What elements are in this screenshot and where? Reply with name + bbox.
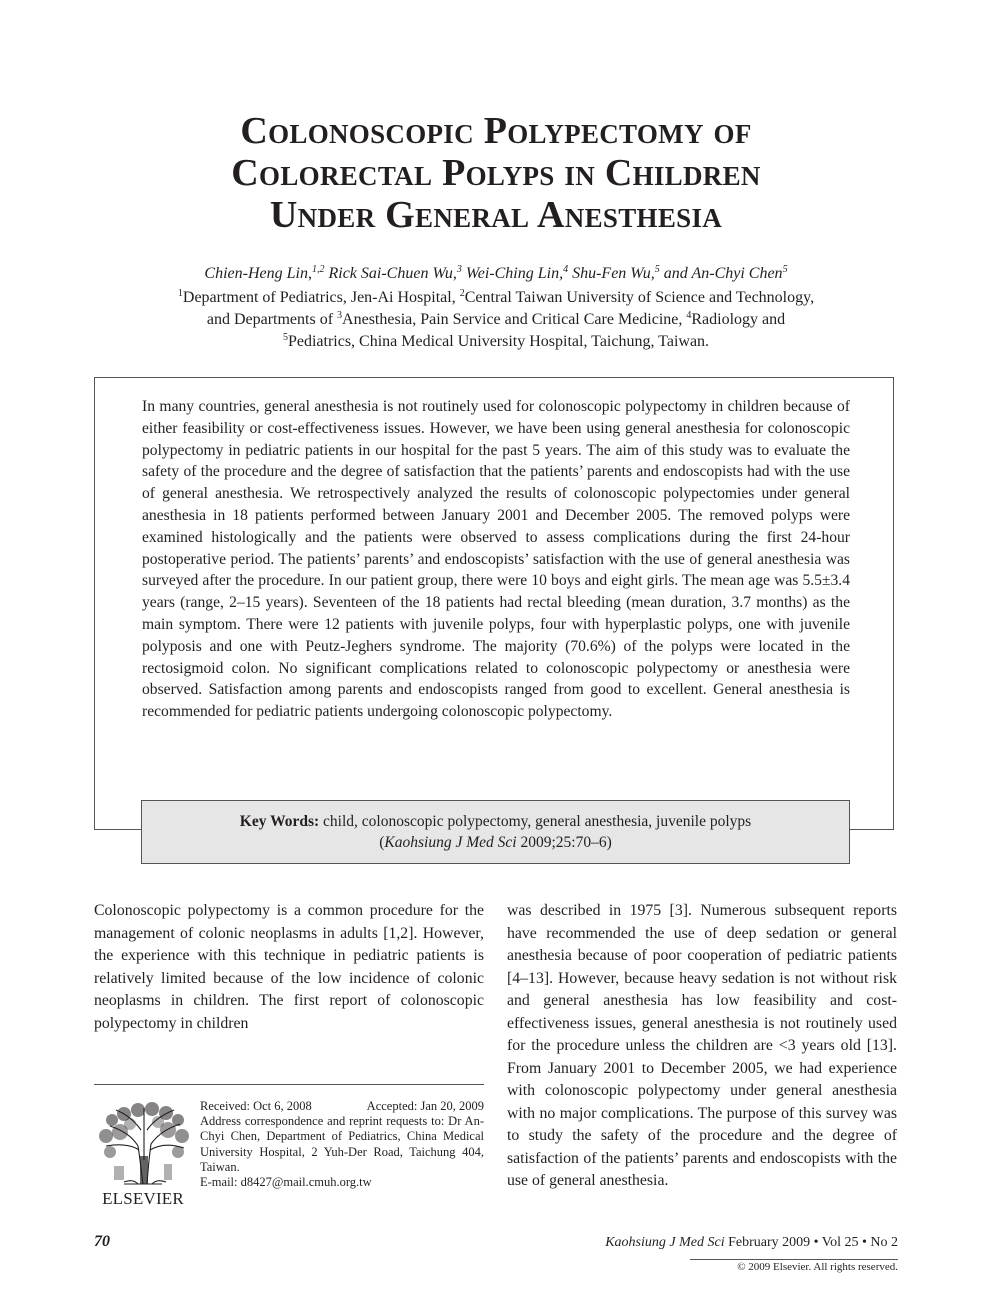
affiliation-line-1	[60, 287, 932, 309]
affil-mark: 4	[686, 310, 692, 321]
affil-mark: 3	[337, 310, 343, 321]
citation-open: (	[379, 834, 385, 851]
journal-footer	[605, 1235, 898, 1251]
article-footnote	[200, 1099, 484, 1190]
correspondence-address: Address correspondence and reprint requests to: Dr An-Chyi Chen, Department of Pediatrics, China Medical University Hospital, 2 Yuh-Der Road, Taichung 404, Taiwan.	[200, 1114, 484, 1174]
title-line-1: Colonoscopic Polypectomy of	[240, 110, 752, 152]
citation-line	[142, 832, 849, 853]
author-affil-mark: 1,2	[311, 264, 325, 275]
footer-divider	[690, 1259, 898, 1260]
affiliation: Central Taiwan University of Science and Technology,	[464, 289, 815, 306]
page-number: 70	[94, 1233, 110, 1250]
keywords-line	[142, 811, 849, 832]
affiliation-line-3	[60, 331, 932, 353]
footnote-divider	[94, 1084, 484, 1085]
affiliation: Pediatrics, China Medical University Hospital, Taichung, Taiwan.	[287, 333, 710, 350]
elsevier-wordmark: ELSEVIER	[102, 1189, 184, 1208]
footnote-dates	[200, 1099, 484, 1114]
keywords-box	[141, 800, 850, 864]
affiliation: Department of Pediatrics, Jen-Ai Hospital,	[182, 289, 460, 306]
author-name: Chien-Heng Lin,	[204, 265, 312, 282]
affil-mark: 1	[177, 288, 183, 299]
keywords-label: Key Words:	[239, 813, 320, 830]
accepted-date: Accepted: Jan 20, 2009	[366, 1099, 484, 1113]
correspondence-email: E-mail: d8427@mail.cmuh.org.tw	[200, 1175, 372, 1190]
author-name: Wei-Ching Lin,	[465, 265, 564, 282]
author-affil-mark: 3	[456, 264, 462, 275]
journal-name: Kaohsiung J Med Sci	[605, 1235, 725, 1250]
author-affil-mark: 5	[654, 264, 660, 275]
author-affil-mark: 4	[563, 264, 569, 275]
affiliation: and Departments of	[206, 311, 338, 328]
citation-rest: 2009;25:70–6)	[516, 834, 612, 851]
author-name: and An-Chyi Chen	[663, 265, 783, 282]
author-list	[60, 263, 932, 285]
affil-mark: 5	[282, 332, 288, 343]
body-left-column: Colonoscopic polypectomy is a common procedure for the management of colonic neoplasms in adults [1,2]. However, the experience with this technique in pediatric patients is relatively limited because of the low incidence of colonic neoplasms in children. The first report of colonoscopic polypectomy in children	[94, 902, 484, 1032]
journal-issue: February 2009 • Vol 25 • No 2	[724, 1235, 898, 1250]
affiliation-line-2	[60, 309, 932, 331]
affiliation: Radiology and	[691, 311, 786, 328]
keywords-text: child, colonoscopic polypectomy, general anesthesia, juvenile polyps	[323, 813, 752, 830]
received-date: Received: Oct 6, 2008	[200, 1099, 312, 1113]
copyright-notice: © 2009 Elsevier. All rights reserved.	[737, 1261, 898, 1273]
affiliation: Anesthesia, Pain Service and Critical Care Medicine,	[342, 311, 687, 328]
author-name: Rick Sai-Chuen Wu,	[328, 265, 457, 282]
author-affil-mark: 5	[782, 264, 788, 275]
author-name: Shu-Fen Wu,	[572, 265, 655, 282]
affiliations	[60, 287, 932, 353]
citation-journal: Kaohsiung J Med Sci	[384, 834, 517, 851]
title-line-2: Colorectal Polyps in Children	[231, 152, 761, 194]
abstract-text: In many countries, general anesthesia is not routinely used for colonoscopic polypectomy in children because of either feasibility or cost-effectiveness issues. However, we have been using general anesthesia for colonoscopic polypectomy in pediatric patients in our hospital for the past 5 years. The aim of this study was to evaluate the safety of the procedure and the degree of satisfaction that the patients’ parents and endoscopists had with the use of general anesthesia. We retrospectively analyzed the results of colonoscopic polypectomies under general anesthesia in 18 patients performed between January 2001 and December 2005. The removed polyps were examined histologically and the patients were observed to assess complications during the first 24-hour postoperative period. The patients’ parents’ and endoscopists’ satisfaction with the use of general anesthesia was surveyed after the procedure. In our patient group, there were 10 boys and eight girls. The mean age was 5.5±3.4 years (range, 2–15 years). Seventeen of the 18 patients had rectal bleeding (mean duration, 3.7 months) as the main symptom. There were 12 patients with juvenile polyps, four with hyperplastic polyps, one with juvenile polyposis and one with Peutz-Jeghers syndrome. The majority (70.6%) of the polyps were located in the rectosigmoid colon. No significant complications related to colonoscopic polypectomy or anesthesia were observed. Satisfaction among parents and endoscopists ranged from good to excellent. General anesthesia is recommended for pediatric patients undergoing colonoscopic polypectomy.	[142, 398, 850, 721]
body-right-column: was described in 1975 [3]. Numerous subsequent reports have recommended the use of deep sedation or general anesthesia because of poor cooperation of pediatric patients [4–13]. However, because heavy sedation is not without risk and general anesthesia has low feasibility and cost-effectiveness issues, general anesthesia is not routinely used for the procedure unless the children are <3 years old [13]. From January 2001 to December 2005, we had experience with colonoscopic polypectomy under general anesthesia with no major complications. The purpose of this survey was to study the safety of the procedure and the degree of satisfaction of the patients’ parents and endoscopists with the use of general anesthesia.	[507, 902, 897, 1189]
title-line-3: Under General Anesthesia	[269, 194, 723, 236]
article-title	[96, 110, 896, 236]
affil-mark: 2	[459, 288, 465, 299]
